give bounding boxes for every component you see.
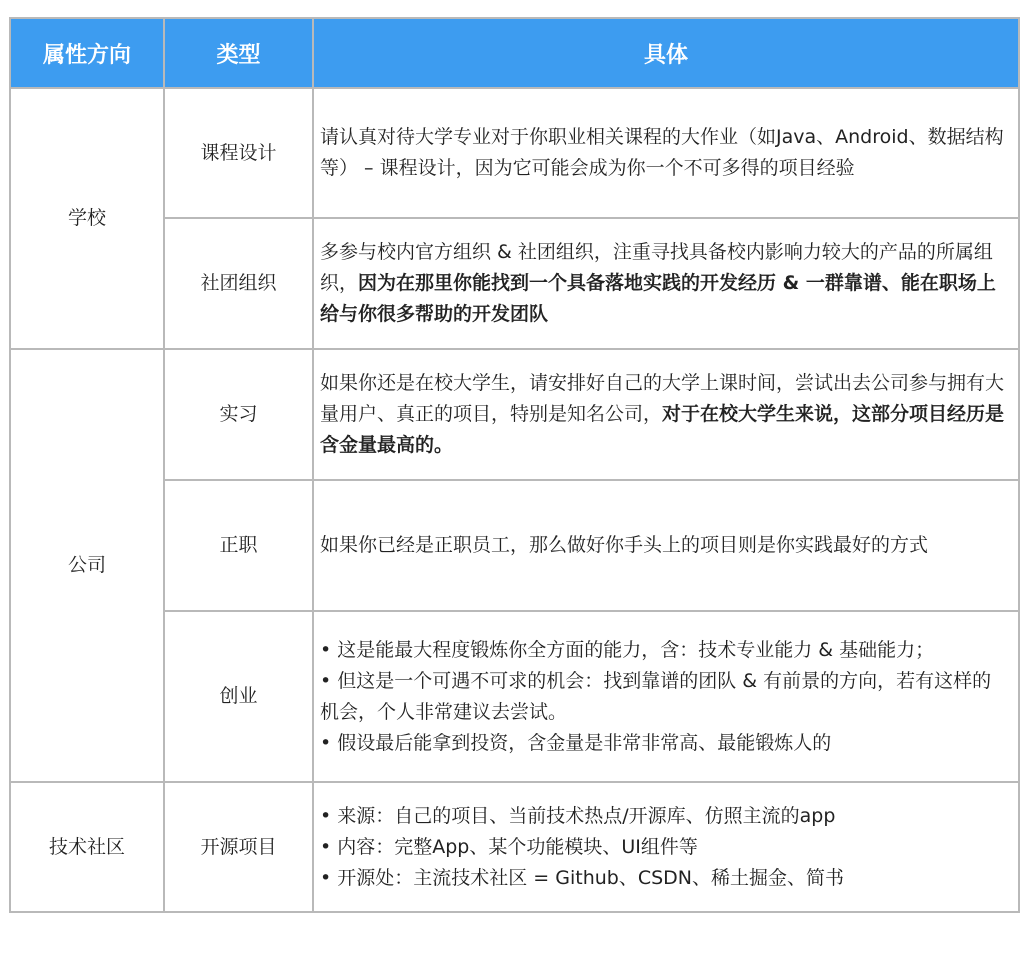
category-company: 公司 <box>10 349 164 782</box>
detail-startup <box>313 611 1019 782</box>
type-course-design: 课程设计 <box>164 88 313 218</box>
startup-bullet: • 但这是一个可遇不可求的机会：找到靠谱的团队 & 有前景的方向，若有这样的机会，个人非常建议去尝试。 <box>320 669 992 723</box>
table-row <box>10 349 1019 480</box>
category-school: 学校 <box>10 88 164 349</box>
type-startup: 创业 <box>164 611 313 782</box>
detail-club-bold: 因为在那里你能找到一个具备落地实践的开发经历 & 一群靠谱、能在职场上给与你很多帮助的开发团队 <box>320 272 996 325</box>
opensource-bullet: • 来源：自己的项目、当前技术热点/开源库、仿照主流的app <box>320 804 836 827</box>
opensource-bullet: • 内容：完整App、某个功能模块、UI组件等 <box>320 835 698 858</box>
header-type: 类型 <box>164 18 313 88</box>
detail-internship-bold: 对于在校大学生来说，这部分项目经历是含金量最高的。 <box>320 403 1005 456</box>
startup-bullet: • 这是能最大程度锻炼你全方面的能力，含：技术专业能力 & 基础能力； <box>320 638 935 661</box>
detail-club-normal: 多参与校内官方组织 & 社团组织，注重寻找具备校内影响力较大的产品的所属组织， <box>320 241 993 294</box>
detail-club <box>313 218 1019 349</box>
category-community: 技术社区 <box>10 782 164 912</box>
table-row <box>10 88 1019 218</box>
type-opensource: 开源项目 <box>164 782 313 912</box>
header-attribute: 属性方向 <box>10 18 164 88</box>
type-fulltime: 正职 <box>164 480 313 611</box>
type-club: 社团组织 <box>164 218 313 349</box>
detail-internship-normal: 如果你还是在校大学生，请安排好自己的大学上课时间，尝试出去公司参与拥有大量用户、真正的项目，特别是知名公司， <box>320 372 1005 425</box>
detail-opensource <box>313 782 1019 912</box>
table-row <box>10 782 1019 912</box>
detail-internship <box>313 349 1019 480</box>
opensource-bullet: • 开源处：主流技术社区 = Github、CSDN、稀土掘金、简书 <box>320 866 845 889</box>
project-experience-table <box>9 17 1020 913</box>
header-detail: 具体 <box>313 18 1019 88</box>
startup-bullet: • 假设最后能拿到投资，含金量是非常非常高、最能锻炼人的 <box>320 731 832 754</box>
header-row <box>10 18 1019 88</box>
type-internship: 实习 <box>164 349 313 480</box>
detail-fulltime: 如果你已经是正职员工，那么做好你手头上的项目则是你实践最好的方式 <box>313 480 1019 611</box>
detail-course-design: 请认真对待大学专业对于你职业相关课程的大作业（如Java、Android、数据结构等） – 课程设计，因为它可能会成为你一个不可多得的项目经验 <box>313 88 1019 218</box>
